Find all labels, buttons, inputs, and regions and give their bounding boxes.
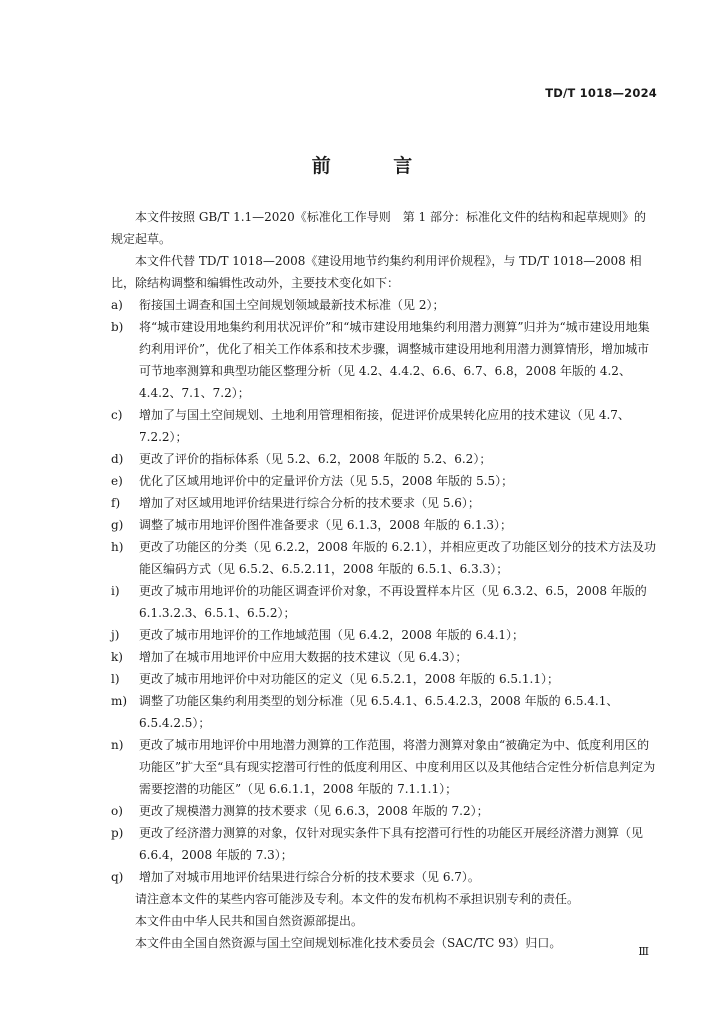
list-item-label: h) [111, 540, 124, 554]
list-item-text: 更改了城市用地评价中对功能区的定义（见 6.5.2.1，2008 年版的 6.5.1.1）； [139, 672, 559, 686]
list-item [111, 668, 657, 690]
list-item [111, 580, 657, 624]
list-item-label: g) [111, 518, 124, 532]
list-item-text: 调整了城市用地评价图件准备要求（见 6.1.3，2008 年版的 6.1.3）； [139, 518, 513, 532]
list-item-label: p) [111, 826, 124, 840]
list-item-label: i) [111, 584, 120, 598]
list-item-text: 更改了功能区的分类（见 6.2.2，2008 年版的 6.2.1），并相应更改了功能区划分的技术方法及功能区编码方式（见 6.5.2、6.5.2.11，2008 年版的 6.5.1、6.3.3）； [139, 540, 657, 576]
list-item-text: 调整了功能区集约利用类型的划分标准（见 6.5.4.1、6.5.4.2.3，2008 年版的 6.5.4.1、6.5.4.2.5）； [139, 694, 619, 730]
list-item [111, 316, 657, 404]
list-item [111, 646, 657, 668]
list-item-text: 更改了城市用地评价的功能区调查评价对象，不再设置样本片区（见 6.3.2、6.5，2008 年版的 6.1.3.2.3、6.5.1、6.5.2）； [139, 584, 647, 620]
list-item [111, 492, 657, 514]
list-item-label: f) [111, 496, 121, 510]
list-item-text: 更改了规模潜力测算的技术要求（见 6.6.3，2008 年版的 7.2）； [139, 804, 489, 818]
list-item-label: l) [111, 672, 120, 686]
list-item [111, 470, 657, 492]
changes-list [111, 294, 657, 888]
list-item [111, 294, 657, 316]
list-item-label: d) [111, 452, 124, 466]
closing-paragraph: 本文件由全国自然资源与国土空间规划标准化技术委员会（SAC/TC 93）归口。 [135, 936, 562, 950]
list-item-label: j) [111, 628, 120, 642]
list-item [111, 822, 657, 866]
list-item-text: 更改了评价的指标体系（见 5.2、6.2，2008 年版的 5.2、6.2）； [139, 452, 492, 466]
list-item-text: 将“城市建设用地集约利用状况评价”和“城市建设用地集约利用潜力测算”归并为“城市建设用地集约利用评价”，优化了相关工作体系和技术步骤，调整城市建设用地利用潜力测算情形，增加城市可节地率测算和典型功能区整理分析（见 4.2、4.4.2、6.6、6.7、6.8，2008 年版的 4.2、4.4.2、7.1、7.2）； [139, 320, 650, 400]
list-item-label: q) [111, 870, 124, 884]
list-item-text: 衔接国土调查和国土空间规划领域最新技术标准（见 2）； [139, 298, 445, 312]
list-item-text: 更改了城市用地评价的工作地域范围（见 6.4.2，2008 年版的 6.4.1）； [139, 628, 525, 642]
list-item [111, 448, 657, 470]
list-item-text: 更改了城市用地评价中用地潜力测算的工作范围，将潜力测算对象由“被确定为中、低度利用区的功能区”扩大至“具有现实挖潜可行性的低度利用区、中度利用区以及其他结合定性分析信息判定为需要挖潜的功能区”（见 6.6.1.1，2008 年版的 7.1.1.1）； [139, 738, 656, 796]
list-item-label: m) [111, 694, 128, 708]
list-item-label: n) [111, 738, 124, 752]
list-item-label: o) [111, 804, 123, 818]
list-item [111, 734, 657, 800]
list-item [111, 404, 657, 448]
list-item-label: c) [111, 408, 123, 422]
list-item-label: a) [111, 298, 123, 312]
list-item-label: k) [111, 650, 123, 664]
list-item-text: 增加了在城市用地评价中应用大数据的技术建议（见 6.4.3）； [139, 650, 468, 664]
list-item-label: b) [111, 320, 124, 334]
page-title: 前 言 [311, 155, 441, 177]
standard-code: TD/T 1018—2024 [545, 86, 657, 100]
page-number: Ⅲ [638, 945, 649, 958]
document-body [111, 206, 657, 954]
list-item [111, 536, 657, 580]
closing-paragraph: 请注意本文件的某些内容可能涉及专利。本文件的发布机构不承担识别专利的责任。 [135, 892, 580, 906]
list-item-text: 增加了与国土空间规划、土地利用管理相衔接，促进评价成果转化应用的技术建议（见 4.7、7.2.2）； [139, 408, 630, 444]
list-item-text: 更改了经济潜力测算的对象，仅针对现实条件下具有挖潜可行性的功能区开展经济潜力测算（见 6.6.4，2008 年版的 7.3）； [139, 826, 644, 862]
list-item-text: 优化了区域用地评价中的定量评价方法（见 5.5，2008 年版的 5.5）； [139, 474, 514, 488]
list-item [111, 800, 657, 822]
list-item [111, 624, 657, 646]
intro-paragraph: 本文件按照 GB/T 1.1—2020《标准化工作导则 第 1 部分：标准化文件的结构和起草规则》的规定起草。 [111, 210, 646, 246]
list-item-text: 增加了对城市用地评价结果进行综合分析的技术要求（见 6.7）。 [139, 870, 480, 884]
list-item [111, 690, 657, 734]
list-item [111, 514, 657, 536]
closing-paragraph: 本文件由中华人民共和国自然资源部提出。 [135, 914, 364, 928]
list-item [111, 866, 657, 888]
list-item-label: e) [111, 474, 123, 488]
intro-paragraph: 本文件代替 TD/T 1018—2008《建设用地节约集约利用评价规程》，与 TD/T 1018—2008 相比，除结构调整和编辑性改动外，主要技术变化如下： [111, 254, 642, 290]
list-item-text: 增加了对区域用地评价结果进行综合分析的技术要求（见 5.6）； [139, 496, 480, 510]
